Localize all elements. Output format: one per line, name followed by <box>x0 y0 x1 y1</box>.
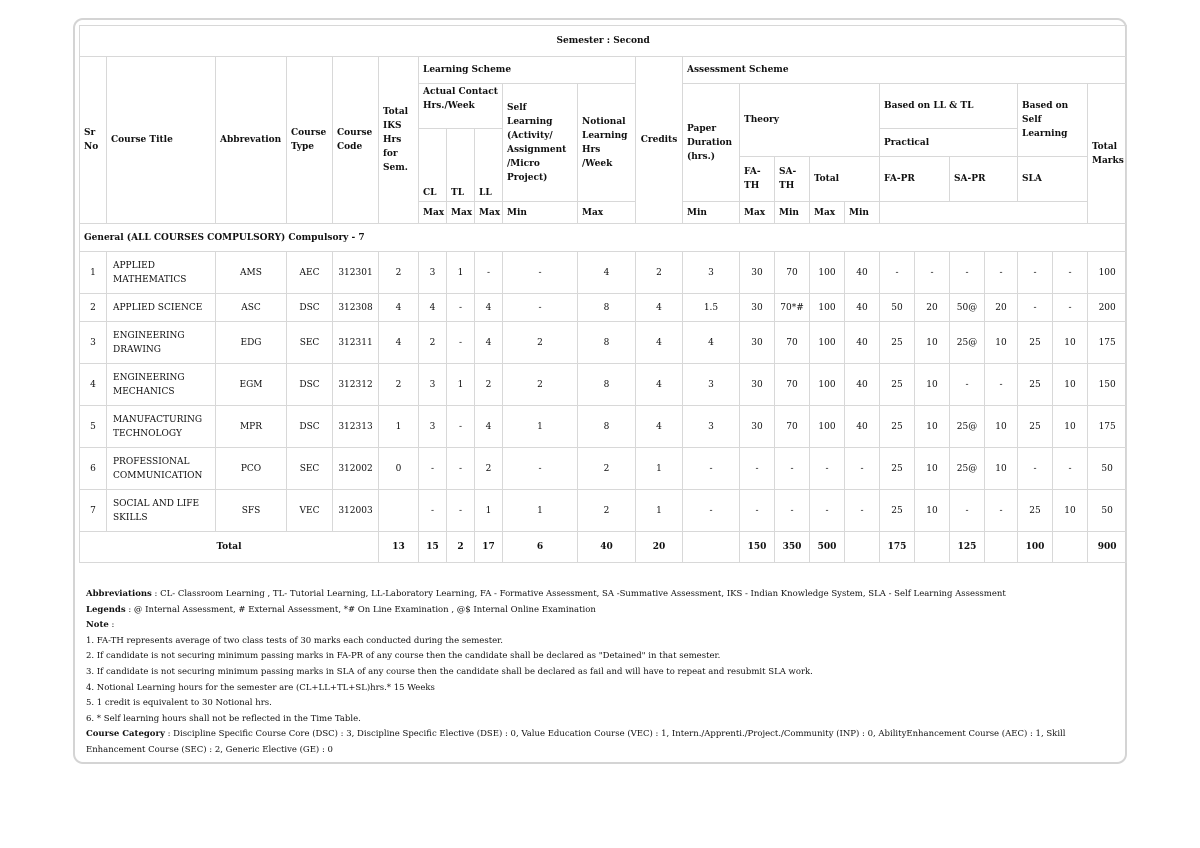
cell-sapr-min: - <box>985 364 1018 406</box>
header-notional: Notional Learning Hrs /Week <box>578 84 636 202</box>
cell-code: 312002 <box>333 448 379 490</box>
cell-abbr: ASC <box>216 294 287 322</box>
cell-sla-min: 10 <box>1053 322 1088 364</box>
cell-sapr-max: 50@ <box>950 294 985 322</box>
cell-fa-th-max: - <box>740 448 775 490</box>
totals-cl: 15 <box>419 532 447 563</box>
cell-sla-max: 25 <box>1018 490 1053 532</box>
header-sr-no: Sr No <box>80 57 107 224</box>
note-heading <box>86 618 1116 634</box>
cell-sa-th-max: - <box>775 448 810 490</box>
cell-tot-max: 100 <box>810 252 845 294</box>
abbreviations-text: : CL- Classroom Learning , TL- Tutorial Learning, LL-Laboratory Learning, FA - Formative Assessment, SA -Summative Assessment, IKS - Indian Knowledge System, SLA - Self Learning Assessment <box>154 589 1006 599</box>
cell-paper: - <box>683 490 740 532</box>
cell-sl: - <box>503 448 578 490</box>
cell-total: 50 <box>1088 448 1127 490</box>
cell-code: 312312 <box>333 364 379 406</box>
cell-nl: 8 <box>578 364 636 406</box>
totals-sla-min <box>1053 532 1088 563</box>
note-6: 6. * Self learning hours shall not be reflected in the Time Table. <box>86 713 361 724</box>
cell-total: 175 <box>1088 406 1127 448</box>
header-tl: TL <box>447 129 475 202</box>
cell-iks <box>379 490 419 532</box>
cell-code: 312308 <box>333 294 379 322</box>
header-paper-duration: Paper Duration (hrs.) <box>683 84 740 202</box>
cell-sl: 1 <box>503 406 578 448</box>
note-label: Note <box>86 620 109 631</box>
cell-sa-th-max: 70 <box>775 252 810 294</box>
header-fa-pr: FA-PR <box>880 157 950 202</box>
cell-fapr-min: 10 <box>915 364 950 406</box>
cell-tot-min: 40 <box>845 406 880 448</box>
cell-tot-max: - <box>810 448 845 490</box>
totals-fa-pr-min <box>915 532 950 563</box>
cell-abbr: SFS <box>216 490 287 532</box>
cell-type: SEC <box>287 448 333 490</box>
header-actual-contact: Actual Contact Hrs./Week <box>419 84 503 129</box>
cell-tot-min: 40 <box>845 294 880 322</box>
cell-iks: 4 <box>379 322 419 364</box>
cell-fapr-max: 25 <box>880 364 915 406</box>
cell-ll: 2 <box>475 364 503 406</box>
cell-code: 312313 <box>333 406 379 448</box>
header-course-title: Course Title <box>107 57 216 224</box>
abbreviations-line <box>86 587 1116 603</box>
cell-tl: - <box>447 490 475 532</box>
note-colon: : <box>111 620 115 631</box>
cell-tot-max: 100 <box>810 294 845 322</box>
cell-tot-min: - <box>845 490 880 532</box>
abbreviations-label: Abbreviations <box>86 589 152 599</box>
header-max: Max <box>810 202 845 224</box>
header-learning-scheme: Learning Scheme <box>419 57 636 84</box>
cell-sa-th-max: - <box>775 490 810 532</box>
cell-sla-min: 10 <box>1053 406 1088 448</box>
cell-credits: 4 <box>636 406 683 448</box>
cell-sr: 3 <box>80 322 107 364</box>
header-assessment-scheme: Assessment Scheme <box>683 57 1127 84</box>
cell-sapr-min: 10 <box>985 322 1018 364</box>
header-course-code: Course Code <box>333 57 379 224</box>
cell-tot-max: 100 <box>810 406 845 448</box>
cell-ll: 4 <box>475 322 503 364</box>
cell-type: SEC <box>287 322 333 364</box>
cell-sapr-max: - <box>950 364 985 406</box>
cell-sl: 2 <box>503 364 578 406</box>
cell-abbr: EDG <box>216 322 287 364</box>
cell-sla-max: 25 <box>1018 406 1053 448</box>
header-sa-pr: SA-PR <box>950 157 1018 202</box>
cell-code: 312311 <box>333 322 379 364</box>
totals-fa-th: 150 <box>740 532 775 563</box>
cell-credits: 2 <box>636 252 683 294</box>
cell-sl: - <box>503 294 578 322</box>
header-max: Max <box>419 202 447 224</box>
cell-sla-max: - <box>1018 448 1053 490</box>
category-row: General (ALL COURSES COMPULSORY) Compulsory - 7 <box>80 224 1127 252</box>
cell-fapr-min: 10 <box>915 448 950 490</box>
cell-abbr: AMS <box>216 252 287 294</box>
cell-ll: 4 <box>475 406 503 448</box>
legends-label: Legends <box>86 604 126 615</box>
header-sa-th: SA-TH <box>775 157 810 202</box>
totals-credits: 20 <box>636 532 683 563</box>
cell-sa-th-max: 70 <box>775 322 810 364</box>
cell-ll: 2 <box>475 448 503 490</box>
cell-iks: 4 <box>379 294 419 322</box>
cell-fa-th-max: 30 <box>740 406 775 448</box>
cell-sla-max: - <box>1018 294 1053 322</box>
cell-sapr-max: - <box>950 490 985 532</box>
cell-paper: 3 <box>683 364 740 406</box>
cell-type: AEC <box>287 252 333 294</box>
header-max: Max <box>578 202 636 224</box>
header-max: Max <box>447 202 475 224</box>
cell-fapr-min: - <box>915 252 950 294</box>
cell-sr: 5 <box>80 406 107 448</box>
cell-total: 175 <box>1088 322 1127 364</box>
cell-tl: - <box>447 448 475 490</box>
cell-sla-min: 10 <box>1053 490 1088 532</box>
totals-label: Total <box>80 532 379 563</box>
cell-sr: 2 <box>80 294 107 322</box>
cell-credits: 4 <box>636 294 683 322</box>
cell-sa-th-max: 70 <box>775 406 810 448</box>
table-row <box>80 406 1127 448</box>
header-sla: SLA <box>1018 157 1088 202</box>
header-based-self: Based on Self Learning <box>1018 84 1088 157</box>
note-4: 4. Notional Learning hours for the semester are (CL+LL+TL+SL)hrs.* 15 Weeks <box>86 682 435 693</box>
cell-sl: 1 <box>503 490 578 532</box>
header-cl: CL <box>419 129 447 202</box>
cell-paper: 1.5 <box>683 294 740 322</box>
cell-cl: 2 <box>419 322 447 364</box>
cell-sr: 4 <box>80 364 107 406</box>
header-max: Max <box>740 202 775 224</box>
cell-fa-th-max: 30 <box>740 322 775 364</box>
cell-nl: 8 <box>578 294 636 322</box>
cell-nl: 8 <box>578 322 636 364</box>
cell-tot-min: 40 <box>845 322 880 364</box>
cell-fapr-max: 25 <box>880 406 915 448</box>
cell-fapr-min: 20 <box>915 294 950 322</box>
cell-sla-max: 25 <box>1018 322 1053 364</box>
cell-fapr-min: 10 <box>915 490 950 532</box>
cell-title: APPLIED MATHEMATICS <box>107 252 216 294</box>
cell-fapr-max: 50 <box>880 294 915 322</box>
cell-type: DSC <box>287 364 333 406</box>
cell-total: 150 <box>1088 364 1127 406</box>
cell-sapr-min: 10 <box>985 406 1018 448</box>
cell-fapr-max: 25 <box>880 322 915 364</box>
cell-cl: 4 <box>419 294 447 322</box>
cell-paper: 4 <box>683 322 740 364</box>
totals-sa-pr-min <box>985 532 1018 563</box>
header-min: Min <box>683 202 740 224</box>
cell-tot-min: 40 <box>845 252 880 294</box>
cell-title: APPLIED SCIENCE <box>107 294 216 322</box>
cell-abbr: PCO <box>216 448 287 490</box>
totals-ll: 17 <box>475 532 503 563</box>
header-min: Min <box>845 202 880 224</box>
cell-sr: 7 <box>80 490 107 532</box>
header-total-marks: Total Marks <box>1088 84 1127 224</box>
cell-credits: 4 <box>636 364 683 406</box>
cell-tl: 1 <box>447 364 475 406</box>
header-based-ll-tl: Based on LL & TL <box>880 84 1018 129</box>
cell-type: VEC <box>287 490 333 532</box>
cell-fapr-max: 25 <box>880 448 915 490</box>
header-theory-total: Total <box>810 157 880 202</box>
cell-total: 100 <box>1088 252 1127 294</box>
totals-sa-pr: 125 <box>950 532 985 563</box>
header-min: Min <box>775 202 810 224</box>
header-fa-th: FA-TH <box>740 157 775 202</box>
cell-cl: - <box>419 490 447 532</box>
cell-type: DSC <box>287 406 333 448</box>
cell-credits: 1 <box>636 490 683 532</box>
cell-sa-th-max: 70 <box>775 364 810 406</box>
header-total-iks: Total IKS Hrs for Sem. <box>379 57 419 224</box>
cell-sr: 6 <box>80 448 107 490</box>
table-row <box>80 490 1127 532</box>
course-category-line <box>86 727 1116 758</box>
note-1: 1. FA-TH represents average of two class tests of 30 marks each conducted during the semester. <box>86 635 503 646</box>
cell-sla-min: - <box>1053 294 1088 322</box>
cell-fapr-max: 25 <box>880 490 915 532</box>
header-ll: LL <box>475 129 503 202</box>
cell-title: ENGINEERING MECHANICS <box>107 364 216 406</box>
semester-title: Semester : Second <box>80 26 1127 57</box>
cell-iks: 2 <box>379 364 419 406</box>
cell-paper: - <box>683 448 740 490</box>
note-2: 2. If candidate is not securing minimum passing marks in FA-PR of any course then the candidate shall be declared as "Detained" in that semester. <box>86 651 721 662</box>
notes-section <box>86 587 1116 759</box>
cell-code: 312003 <box>333 490 379 532</box>
cell-tot-max: - <box>810 490 845 532</box>
cell-fapr-min: 10 <box>915 322 950 364</box>
cell-tot-max: 100 <box>810 322 845 364</box>
cell-ll: 4 <box>475 294 503 322</box>
totals-sa-th: 350 <box>775 532 810 563</box>
cell-abbr: EGM <box>216 364 287 406</box>
totals-tot-max: 500 <box>810 532 845 563</box>
cell-sapr-min: 10 <box>985 448 1018 490</box>
cell-sla-max: - <box>1018 252 1053 294</box>
cell-total: 200 <box>1088 294 1127 322</box>
cell-fa-th-max: - <box>740 490 775 532</box>
cell-credits: 1 <box>636 448 683 490</box>
cell-title: PROFESSIONAL COMMUNICATION <box>107 448 216 490</box>
cell-fa-th-max: 30 <box>740 364 775 406</box>
cell-sapr-min: - <box>985 490 1018 532</box>
cell-sapr-min: - <box>985 252 1018 294</box>
cell-ll: - <box>475 252 503 294</box>
course-category-text: : Discipline Specific Course Core (DSC) : 3, Discipline Specific Elective (DSE) : 0, Value Education Course (VEC) : 1, Intern./Apprenti./Project./Community (INP) : 0, AbilityEnhancement Course (AEC) : 1, Skill Enhancement Course (SEC) : 2, Generic Elective (GE) : 0 <box>86 729 1066 755</box>
cell-sla-min: 10 <box>1053 364 1088 406</box>
cell-paper: 3 <box>683 406 740 448</box>
cell-cl: 3 <box>419 252 447 294</box>
cell-fapr-min: 10 <box>915 406 950 448</box>
cell-cl: 3 <box>419 364 447 406</box>
cell-paper: 3 <box>683 252 740 294</box>
cell-tl: - <box>447 322 475 364</box>
cell-fa-th-max: 30 <box>740 294 775 322</box>
totals-iks: 13 <box>379 532 419 563</box>
cell-tl: 1 <box>447 252 475 294</box>
cell-iks: 1 <box>379 406 419 448</box>
header-abbreviation: Abbrevation <box>216 57 287 224</box>
table-row <box>80 322 1127 364</box>
table-row <box>80 294 1127 322</box>
totals-paper <box>683 532 740 563</box>
cell-type: DSC <box>287 294 333 322</box>
cell-sapr-min: 20 <box>985 294 1018 322</box>
legends-text: : @ Internal Assessment, # External Assessment, *# On Line Examination , @$ Internal Online Examination <box>128 604 596 615</box>
course-rows <box>80 252 1127 532</box>
cell-tl: - <box>447 294 475 322</box>
cell-title: ENGINEERING DRAWING <box>107 322 216 364</box>
note-5: 5. 1 credit is equivalent to 30 Notional hrs. <box>86 698 272 709</box>
header-min: Min <box>503 202 578 224</box>
totals-row <box>80 532 1127 563</box>
totals-fa-pr: 175 <box>880 532 915 563</box>
cell-tl: - <box>447 406 475 448</box>
cell-code: 312301 <box>333 252 379 294</box>
cell-nl: 8 <box>578 406 636 448</box>
header-credits: Credits <box>636 57 683 224</box>
course-category-label: Course Category <box>86 729 165 740</box>
header-self-learning: Self Learning (Activity/ Assignment /Micro Project) <box>503 84 578 202</box>
cell-total: 50 <box>1088 490 1127 532</box>
note-3: 3. If candidate is not securing minimum passing marks in SLA of any course then the candidate shall be declared as fail and will have to repeat and resubmit SLA work. <box>86 666 813 677</box>
header-max: Max <box>475 202 503 224</box>
totals-tl: 2 <box>447 532 475 563</box>
cell-ll: 1 <box>475 490 503 532</box>
cell-sr: 1 <box>80 252 107 294</box>
cell-title: MANUFACTURING TECHNOLOGY <box>107 406 216 448</box>
cell-sapr-max: 25@ <box>950 448 985 490</box>
cell-sla-min: - <box>1053 448 1088 490</box>
table-row <box>80 364 1127 406</box>
cell-sla-min: - <box>1053 252 1088 294</box>
cell-nl: 4 <box>578 252 636 294</box>
cell-credits: 4 <box>636 322 683 364</box>
header-theory: Theory <box>740 84 880 157</box>
legends-line <box>86 603 1116 619</box>
cell-sla-max: 25 <box>1018 364 1053 406</box>
header-practical: Practical <box>880 129 1018 157</box>
table-row <box>80 448 1127 490</box>
cell-sapr-max: - <box>950 252 985 294</box>
cell-tot-min: 40 <box>845 364 880 406</box>
totals-sla: 100 <box>1018 532 1053 563</box>
cell-nl: 2 <box>578 490 636 532</box>
cell-sl: - <box>503 252 578 294</box>
header-course-type: Course Type <box>287 57 333 224</box>
cell-tot-min: - <box>845 448 880 490</box>
cell-iks: 0 <box>379 448 419 490</box>
cell-sl: 2 <box>503 322 578 364</box>
totals-sl: 6 <box>503 532 578 563</box>
cell-fa-th-max: 30 <box>740 252 775 294</box>
totals-nl: 40 <box>578 532 636 563</box>
totals-total: 900 <box>1088 532 1127 563</box>
cell-fapr-max: - <box>880 252 915 294</box>
cell-abbr: MPR <box>216 406 287 448</box>
cell-tot-max: 100 <box>810 364 845 406</box>
cell-cl: - <box>419 448 447 490</box>
cell-title: SOCIAL AND LIFE SKILLS <box>107 490 216 532</box>
cell-cl: 3 <box>419 406 447 448</box>
scheme-table <box>79 25 1127 563</box>
cell-sapr-max: 25@ <box>950 322 985 364</box>
cell-sa-th-max: 70*# <box>775 294 810 322</box>
cell-nl: 2 <box>578 448 636 490</box>
totals-tot-min <box>845 532 880 563</box>
cell-sapr-max: 25@ <box>950 406 985 448</box>
table-row <box>80 252 1127 294</box>
cell-iks: 2 <box>379 252 419 294</box>
